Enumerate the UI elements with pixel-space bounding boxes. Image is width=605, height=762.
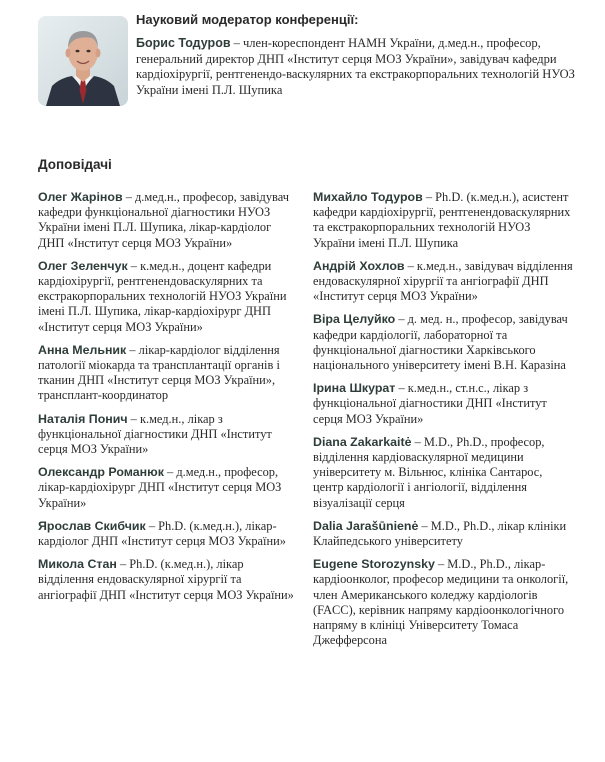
speaker-entry: [313, 312, 575, 373]
speaker-entry: [38, 519, 300, 549]
speaker-details: – Ph.D. (к.мед.н.), асистент кафедри кардіохірургії, рентгенендоваскулярних та екстракорпоральних технологій НУОЗ України імені П.Л. Шупика: [313, 190, 571, 250]
moderator-portrait-image: [38, 16, 128, 106]
speaker-name: Eugene Storozynsky: [313, 557, 435, 572]
speaker-details: – M.D., Ph.D., лікар клініки Клайпедського університету: [313, 518, 567, 549]
speaker-name: Микола Стан: [38, 557, 117, 572]
speaker-details: – д. мед. н., професор, завідувач кафедри кардіології, лабораторної та функціональної діагностики Харківського національного університету імені В.Н. Каразіна: [313, 312, 568, 373]
speaker-entry: [38, 259, 300, 335]
speaker-entry: [313, 435, 575, 511]
speaker-details: – к.мед.н., завідувач відділення ендоваскулярної хірургії та ангіографії ДНП «Інститут серця МОЗ України»: [313, 258, 573, 304]
speakers-left-column: [38, 190, 300, 611]
speaker-name: Наталія Понич: [38, 411, 128, 426]
speaker-name: Олег Жарінов: [38, 190, 123, 204]
moderator-description: [136, 36, 596, 98]
speaker-name: Ярослав Скибчик: [38, 518, 146, 533]
speaker-name: Анна Мельник: [38, 342, 127, 357]
speaker-entry: [313, 557, 575, 648]
speaker-name: Олег Зеленчук: [38, 258, 128, 273]
speaker-details: – Ph.D. (к.мед.н.), лікар-кардіолог ДНП «Інститут серця МОЗ України»: [38, 518, 286, 549]
speaker-name: Віра Целуйко: [313, 312, 396, 327]
speaker-name: Diana Zakarkaitė: [313, 434, 412, 449]
speaker-name: Андрій Хохлов: [313, 258, 405, 273]
speaker-entry: [38, 343, 300, 404]
moderator-details: – член-кореспондент НАМН України, д.мед.н., професор, генеральний директор ДНП «Інститут серця МОЗ України», завідувач кафедри кардіохірургії, рентгенендо-васкулярних та екстракорпоральних технологій НУОЗ України імені П.Л. Шупика: [136, 36, 575, 97]
speakers-heading: Доповідачі: [38, 157, 112, 172]
speaker-entry: [38, 190, 300, 251]
speaker-details: – Ph.D. (к.мед.н.), лікар відділення ендоваскулярної хірургії та ангіографії ДНП «Інститут серця МОЗ України»: [38, 557, 294, 602]
speakers-right-column: [313, 190, 575, 656]
speaker-entry: [38, 465, 300, 511]
moderator-text: [136, 12, 596, 98]
speaker-details: – к.мед.н., лікар з функціональної діагностики ДНП «Інститут серця МОЗ України»: [38, 411, 272, 457]
speaker-details: – к.мед.н., ст.н.с., лікар з функціональної діагностики ДНП «Інститут серця МОЗ України»: [313, 381, 547, 426]
speaker-details: – д.мед.н., професор, завідувач кафедри функціональної діагностики НУОЗ України імені П.Л. Шупика, лікар-кардіолог ДНП «Інститут серця МОЗ України»: [38, 190, 289, 250]
moderator-name: Борис Тодуров: [136, 36, 231, 50]
speaker-name: Михайло Тодуров: [313, 190, 423, 204]
speaker-name: Ірина Шкурат: [313, 381, 396, 396]
moderator-heading: Науковий модератор конференції:: [136, 12, 359, 27]
speaker-entry: [313, 190, 575, 251]
speaker-entry: [38, 412, 300, 458]
speaker-entry: [38, 557, 300, 603]
speaker-entry: [313, 259, 575, 305]
speaker-details: – к.мед.н., доцент кафедри кардіохірургії, рентгенендоваскулярних та екстракорпоральних технологій НУОЗ України імені П.Л. Шупика, лікар-кардіохірург ДНП «Інститут серця МОЗ України»: [38, 258, 287, 334]
speaker-name: Dalia Jarašūnienė: [313, 518, 419, 533]
speaker-details: – д.мед.н., професор, лікар-кардіохірург ДНП «Інститут серця МОЗ України»: [38, 465, 282, 510]
speaker-entry: [313, 519, 575, 549]
speaker-details: – лікар-кардіолог відділення патології міокарда та трансплантації органів і тканин ДНП «Інститут серця МОЗ України», трансплант-координатор: [38, 342, 280, 403]
speaker-details: – M.D., Ph.D., лікар-кардіоонколог, професор медицини та онкології, член Американського коледжу кардіологів (FACC), керівник напряму кардіоонкологічного напряму в клініці Університету Томаса Джефферсона: [313, 557, 569, 648]
moderator-photo: [38, 16, 128, 106]
speaker-entry: [313, 381, 575, 427]
speaker-details: – M.D., Ph.D., професор, відділення кардіоваскулярної медицини університету м. Вільнюс, клініка Сантарос, центр кардіології і ангіології, відділення візуалізації серця: [313, 434, 545, 510]
speaker-name: Олександр Романюк: [38, 465, 164, 480]
